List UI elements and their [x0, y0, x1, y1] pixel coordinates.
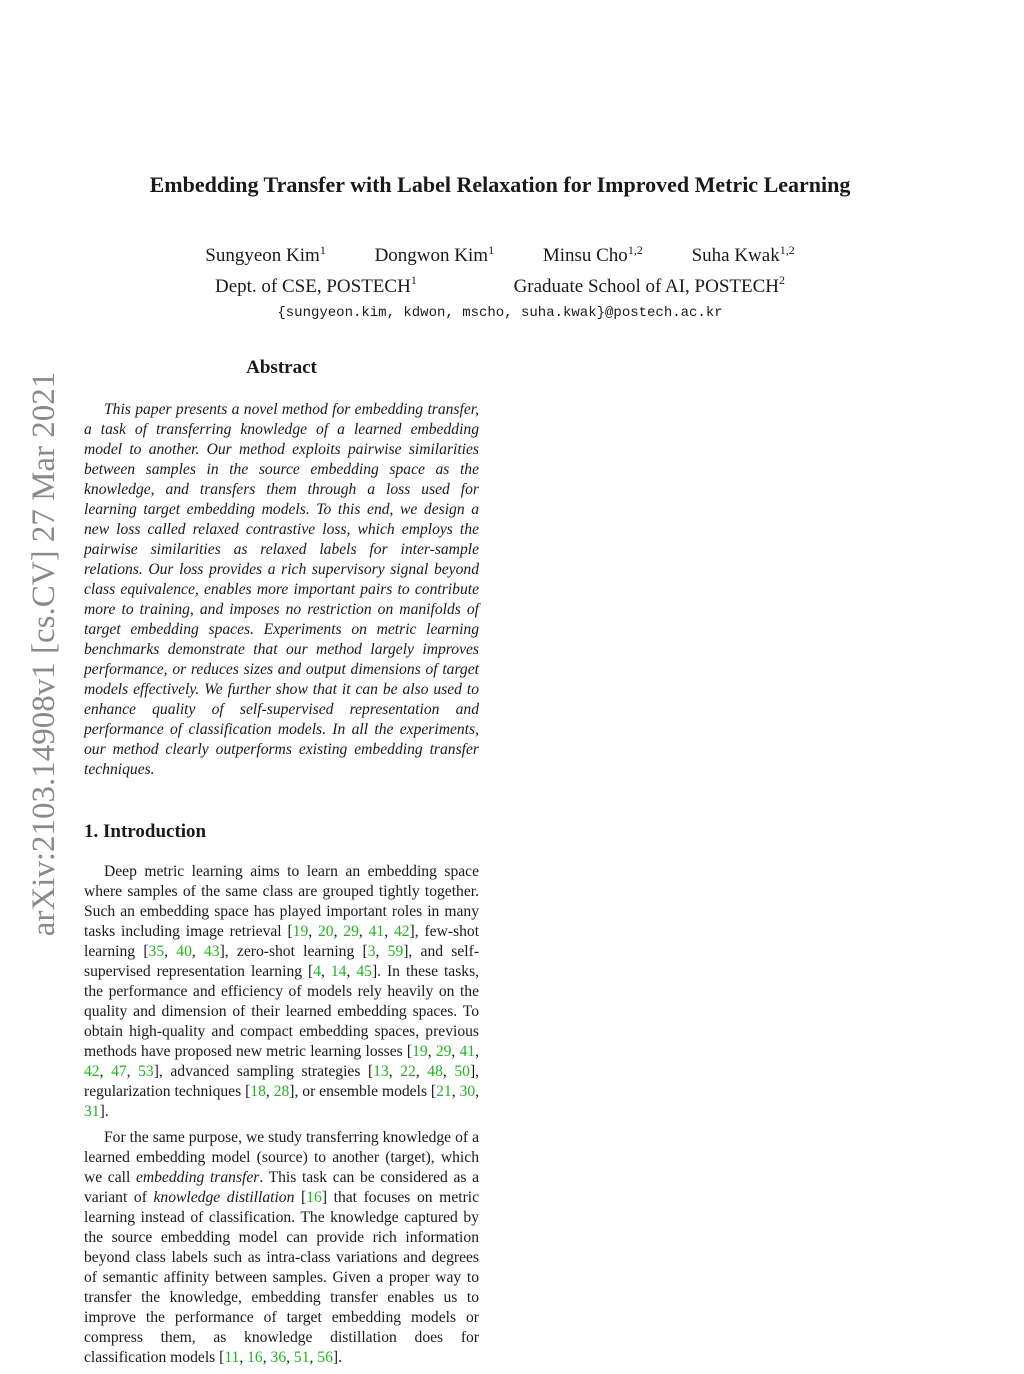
arxiv-identifier: arXiv:2103.14908v1 [cs.CV] 27 Mar 2021 [26, 371, 62, 937]
citation-link[interactable]: 14 [330, 963, 347, 980]
citation-link[interactable]: 40 [176, 943, 192, 960]
citation-link[interactable]: 20 [317, 923, 334, 940]
citation-link[interactable]: 47 [111, 1063, 127, 1080]
citation-link[interactable]: 56 [317, 1349, 333, 1366]
affiliation: Graduate School of AI, POSTECH$^2$ [513, 273, 786, 297]
left-column [84, 358, 479, 1374]
citation-link[interactable]: 16 [306, 1189, 322, 1206]
citation-link[interactable]: 35 [148, 943, 165, 960]
citation-link[interactable]: 31 [84, 1103, 100, 1120]
citation-link[interactable]: 16 [247, 1349, 263, 1366]
author-block [0, 238, 1000, 326]
citation-link[interactable]: 50 [454, 1063, 470, 1080]
author: Dongwon Kim$^1$ [374, 243, 495, 267]
abstract-heading: Abstract [246, 357, 317, 378]
citation-link[interactable]: 42 [84, 1063, 100, 1080]
citation-link[interactable]: 51 [293, 1349, 310, 1366]
citation-link[interactable]: 11 [224, 1349, 240, 1366]
citation-link[interactable]: 41 [368, 923, 385, 940]
citation-link[interactable]: 43 [204, 943, 220, 960]
citation-link[interactable]: 29 [435, 1043, 452, 1060]
author: Suha Kwak$^{1,2}$ [691, 243, 795, 267]
affiliation: Dept. of CSE, POSTECH$^1$ [214, 273, 417, 297]
citation-link[interactable]: 59 [387, 943, 404, 960]
citation-link[interactable]: 41 [459, 1043, 476, 1060]
citation-link[interactable]: 19 [292, 923, 309, 940]
citation-link[interactable]: 30 [459, 1083, 476, 1100]
citation-link[interactable]: 3 [367, 943, 376, 960]
citation-link[interactable]: 28 [273, 1083, 290, 1100]
citation-link[interactable]: 29 [343, 923, 359, 940]
affiliations [0, 268, 1000, 298]
citation-link[interactable]: 22 [400, 1063, 416, 1080]
author: Sungyeon Kim$^1$ [205, 243, 326, 267]
citation-link[interactable]: 48 [427, 1063, 443, 1080]
citation-link[interactable]: 18 [250, 1083, 266, 1100]
citation-link[interactable]: 36 [270, 1349, 287, 1366]
author: Minsu Cho$^{1,2}$ [542, 243, 643, 267]
abstract-text: This paper presents a novel method for embedding transfer, a task of transferring knowledge of a learned embedding model to another. Our method exploits pairwise similarities between samples in the source embedding space as the knowledge, and transfers them through a loss used for learning target embedding models. To this end, we design a new loss called relaxed contrastive loss, which employs the pairwise similarities as relaxed labels for inter-sample relations. Our loss provides a rich supervisory signal beyond class equivalence, enables more important pairs to contribute more to training, and imposes no restriction on manifolds of target embedding spaces. Experiments on metric learning benchmarks demonstrate that our method largely improves performance, or reduces sizes and output dimensions of target models effectively. We further show that it can be also used to enhance quality of self-supervised representation and performance of classification models. In all the experiments, our method clearly outperforms existing embedding transfer techniques. [84, 401, 479, 778]
author-names [0, 238, 1000, 268]
section-heading: 1. Introduction [84, 821, 207, 842]
citation-link[interactable]: 21 [436, 1083, 452, 1100]
intro-paragraph-1: Deep metric learning aims to learn an embedding space where samples of the same class are grouped tightly together. Such an embedding space has played important roles in many tasks including image retrieval [19, 20, 29, 41, 42], few-shot learning [35, 40, 43], zero-shot learning [3, 59], and self-supervised representation learning [4, 14, 45]. In these tasks, the performance and efficiency of models rely heavily on the quality and dimension of their learned embedding spaces. To obtain high-quality and compact embedding spaces, previous methods have proposed new metric learning losses [19, 29, 41, 42, 47, 53], advanced sampling strategies [13, 22, 48, 50], regularization techniques [18, 28], or ensemble models [21, 30, 31]. [84, 863, 480, 1120]
citation-link[interactable]: 4 [313, 963, 321, 980]
intro-paragraph-2: For the same purpose, we study transferring knowledge of a learned embedding model (source) to another (target), which we call embedding transfer. This task can be considered as a variant of knowledge distillation [16] that focuses on metric learning instead of classification. The knowledge captured by the source embedding model can provide rich information beyond class labels such as intra-class variations and degrees of semantic affinity between samples. Given a proper way to transfer the knowledge, embedding transfer enables us to improve the performance of target embedding models or compress them, as knowledge distillation does for classification models [11, 16, 36, 51, 56]. [84, 1129, 480, 1366]
citation-link[interactable]: 19 [412, 1043, 428, 1060]
citation-link[interactable]: 45 [356, 963, 372, 980]
citation-link[interactable]: 53 [138, 1063, 154, 1080]
paper-title: Embedding Transfer with Label Relaxation for Improved Metric Learning [149, 172, 851, 197]
citation-link[interactable]: 13 [373, 1063, 389, 1080]
author-emails: {sungyeon.kim, kdwon, mscho, suha.kwak}@postech.ac.kr [277, 304, 723, 321]
citation-link[interactable]: 42 [393, 923, 410, 940]
